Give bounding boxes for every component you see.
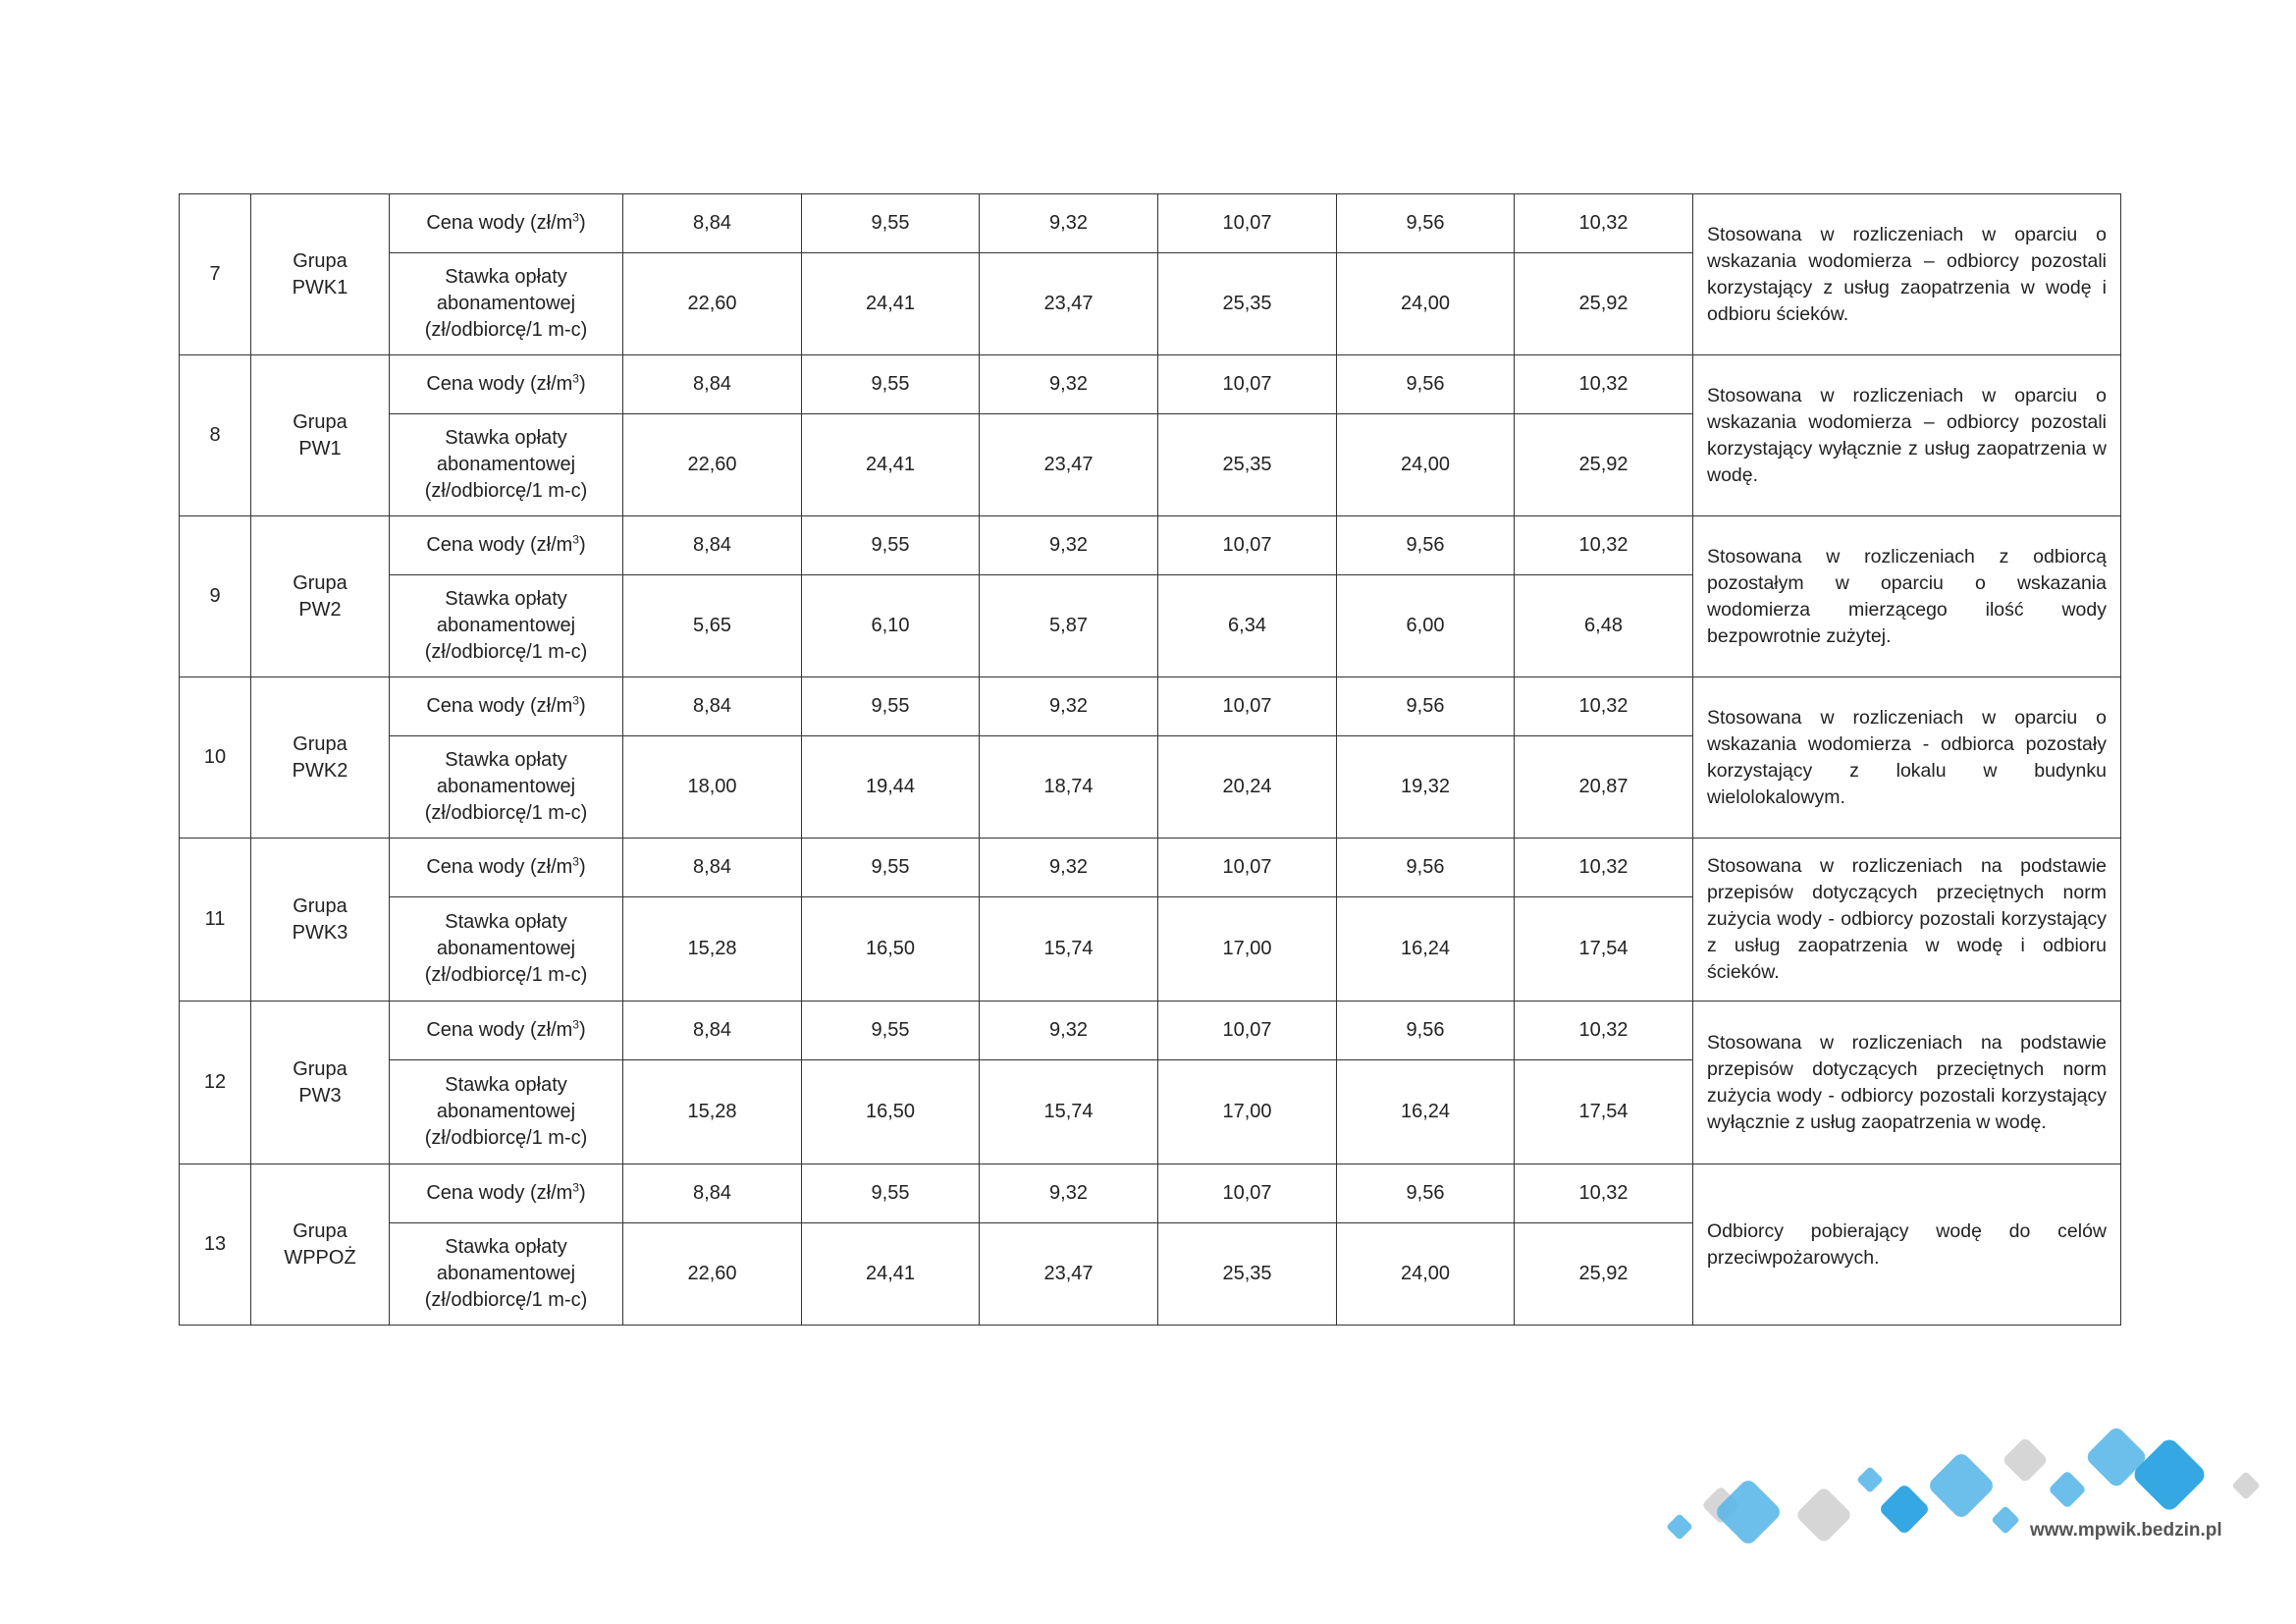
fee-label-line: abonamentowej [436,1263,576,1284]
subscription-fee-cell: 15,28 [623,897,802,1001]
fee-label-line: Stawka opłaty [445,266,567,288]
logo-diamond [2002,1436,2049,1484]
water-price-cell: 10,32 [1515,516,1693,575]
price-label-text: Cena wody (zł/m [426,373,573,395]
logo-diamond [2048,1470,2087,1509]
logo-diamond [1926,1450,1996,1520]
subscription-fee-cell: 24,00 [1337,1223,1515,1326]
subscription-fee-cell: 19,44 [802,736,980,839]
subscription-fee-cell: 24,00 [1337,414,1515,516]
row-number: 11 [180,839,251,1001]
water-price-cell: 10,07 [1158,355,1337,414]
group-description: Stosowana w rozliczeniach na podstawie przepisów dotyczących przeciętnych norm zużycia wody - odbiorcy pozostali korzystający z usług zaopatrzenia w wodę i odbioru ścieków. [1693,839,2121,1001]
fee-label-line: (zł/odbiorcę/1 m-c) [424,802,588,824]
water-price-cell: 9,56 [1337,355,1515,414]
subscription-fee-cell: 17,00 [1158,1060,1337,1164]
fee-label-line: Stawka opłaty [445,1236,567,1258]
water-price-cell: 9,55 [802,1001,980,1060]
subscription-fee-cell: 16,50 [802,897,980,1001]
group-description: Stosowana w rozliczeniach w oparciu o wskazania wodomierza – odbiorcy pozostali korzystający z usług zaopatrzenia w wodę i odbioru ścieków. [1693,194,2121,355]
fee-label-line: Stawka opłaty [445,588,567,610]
water-price-cell: 10,07 [1158,516,1337,575]
logo-diamond [1794,1486,1852,1543]
price-label-text: Cena wody (zł/m [426,1182,573,1204]
water-price-cell: 9,55 [802,516,980,575]
price-label-text: Cena wody (zł/m [426,695,573,717]
price-label-text: Cena wody (zł/m [426,856,573,878]
subscription-fee-cell: 23,47 [980,1223,1158,1326]
price-label-text: Cena wody (zł/m [426,212,573,234]
price-label [390,194,623,253]
price-label-end: ) [578,1019,586,1041]
price-label [390,839,623,897]
subscription-fee-cell: 5,65 [623,575,802,677]
water-price-cell: 8,84 [623,1001,802,1060]
logo-diamond [1878,1483,1930,1535]
water-price-cell: 9,32 [980,516,1158,575]
water-price-cell: 10,07 [1158,1164,1337,1223]
group-label: Grupa [293,732,347,755]
price-row [180,839,2121,897]
price-label [390,355,623,414]
water-price-cell: 9,55 [802,677,980,736]
subscription-fee-cell: 22,60 [623,253,802,355]
logo-diamond [1666,1513,1693,1541]
group-code: PWK2 [292,759,348,782]
price-label-sup: 3 [572,693,579,708]
fee-label [390,1060,623,1164]
water-price-cell: 10,32 [1515,194,1693,253]
tariff-table [179,193,2121,1326]
subscription-fee-cell: 17,54 [1515,1060,1693,1164]
subscription-fee-cell: 15,28 [623,1060,802,1164]
fee-label [390,253,623,355]
subscription-fee-cell: 20,87 [1515,736,1693,839]
fee-label-line: (zł/odbiorcę/1 m-c) [424,480,588,502]
price-row [180,194,2121,253]
group-name [251,355,390,516]
group-code: PW3 [298,1084,342,1107]
fee-label-line: Stawka opłaty [445,911,567,933]
water-price-cell: 8,84 [623,677,802,736]
fee-label-line: Stawka opłaty [445,1074,567,1096]
water-price-cell: 9,55 [802,355,980,414]
fee-label-line: (zł/odbiorcę/1 m-c) [424,1127,588,1149]
fee-label-line: abonamentowej [436,1101,576,1122]
fee-label-line: Stawka opłaty [445,427,567,449]
price-label [390,1001,623,1060]
price-label-end: ) [578,534,586,556]
subscription-fee-cell: 17,54 [1515,897,1693,1001]
price-row [180,1001,2121,1060]
price-label-end: ) [578,212,586,234]
fee-label-line: abonamentowej [436,776,576,797]
subscription-fee-cell: 16,24 [1337,897,1515,1001]
group-description: Stosowana w rozliczeniach z odbiorcą pozostałym w oparciu o wskazania wodomierza mierzącego ilość wody bezpowrotnie zużytej. [1693,516,2121,677]
price-label-end: ) [578,856,586,878]
price-label-sup: 3 [572,210,579,225]
water-price-cell: 10,32 [1515,1164,1693,1223]
water-price-cell: 8,84 [623,355,802,414]
water-price-cell: 10,32 [1515,839,1693,897]
fee-label-line: Stawka opłaty [445,749,567,771]
subscription-fee-cell: 6,10 [802,575,980,677]
subscription-fee-cell: 25,92 [1515,414,1693,516]
group-code: PWK3 [292,921,348,944]
group-name [251,1001,390,1164]
fee-label-line: abonamentowej [436,293,576,314]
group-description: Odbiorcy pobierający wodę do celów przeciwpożarowych. [1693,1164,2121,1326]
subscription-fee-cell: 24,41 [802,414,980,516]
water-price-cell: 9,55 [802,839,980,897]
group-code: PW1 [298,437,342,460]
water-price-cell: 10,07 [1158,1001,1337,1060]
logo-diamond [2231,1471,2261,1500]
water-price-cell: 9,32 [980,1164,1158,1223]
price-label [390,1164,623,1223]
logo-diamond [1991,1505,2020,1535]
price-label-sup: 3 [572,1017,579,1032]
water-price-cell: 9,56 [1337,839,1515,897]
subscription-fee-cell: 16,50 [802,1060,980,1164]
water-price-cell: 10,07 [1158,839,1337,897]
water-price-cell: 9,56 [1337,194,1515,253]
water-price-cell: 10,07 [1158,677,1337,736]
subscription-fee-cell: 22,60 [623,414,802,516]
group-name [251,194,390,355]
row-number: 8 [180,355,251,516]
fee-label-line: (zł/odbiorcę/1 m-c) [424,319,588,341]
fee-label-line: abonamentowej [436,938,576,959]
group-label: Grupa [293,571,347,594]
water-price-cell: 8,84 [623,1164,802,1223]
price-label-end: ) [578,695,586,717]
logo-diamond [1713,1477,1783,1546]
water-price-cell: 9,32 [980,194,1158,253]
row-number: 7 [180,194,251,355]
price-label-text: Cena wody (zł/m [426,534,573,556]
mpwik-logo [1664,1419,2272,1586]
group-label: Grupa [293,1057,347,1080]
fee-label-line: (zł/odbiorcę/1 m-c) [424,1289,588,1311]
logo-diamond [2130,1435,2208,1513]
fee-label-line: abonamentowej [436,454,576,475]
fee-label-line: abonamentowej [436,615,576,636]
group-code: WPPOŻ [284,1246,356,1269]
water-price-cell: 10,32 [1515,355,1693,414]
water-price-cell: 9,32 [980,355,1158,414]
subscription-fee-cell: 15,74 [980,897,1158,1001]
group-label: Grupa [293,249,347,272]
subscription-fee-cell: 23,47 [980,253,1158,355]
water-price-cell: 8,84 [623,516,802,575]
water-price-cell: 10,32 [1515,677,1693,736]
subscription-fee-cell: 6,48 [1515,575,1693,677]
price-label-text: Cena wody (zł/m [426,1019,573,1041]
subscription-fee-cell: 16,24 [1337,1060,1515,1164]
price-row [180,516,2121,575]
subscription-fee-cell: 25,92 [1515,253,1693,355]
subscription-fee-cell: 6,00 [1337,575,1515,677]
subscription-fee-cell: 19,32 [1337,736,1515,839]
group-description: Stosowana w rozliczeniach w oparciu o wskazania wodomierza – odbiorcy pozostali korzystający wyłącznie z usług zaopatrzenia w wodę. [1693,355,2121,516]
water-price-cell: 10,07 [1158,194,1337,253]
fee-label [390,1223,623,1326]
group-label: Grupa [293,410,347,433]
group-description: Stosowana w rozliczeniach w oparciu o wskazania wodomierza - odbiorca pozostały korzystający z lokalu w budynku wielolokalowym. [1693,677,2121,839]
price-label-sup: 3 [572,854,579,869]
subscription-fee-cell: 25,92 [1515,1223,1693,1326]
water-price-cell: 8,84 [623,839,802,897]
water-price-cell: 9,32 [980,839,1158,897]
fee-label [390,897,623,1001]
fee-label [390,736,623,839]
subscription-fee-cell: 17,00 [1158,897,1337,1001]
water-price-cell: 9,56 [1337,677,1515,736]
subscription-fee-cell: 24,41 [802,253,980,355]
subscription-fee-cell: 20,24 [1158,736,1337,839]
water-price-cell: 9,56 [1337,1164,1515,1223]
fee-label-line: (zł/odbiorcę/1 m-c) [424,641,588,663]
subscription-fee-cell: 24,00 [1337,253,1515,355]
water-price-cell: 9,55 [802,1164,980,1223]
price-label-sup: 3 [572,371,579,386]
subscription-fee-cell: 6,34 [1158,575,1337,677]
water-price-cell: 8,84 [623,194,802,253]
subscription-fee-cell: 15,74 [980,1060,1158,1164]
group-label: Grupa [293,1219,347,1242]
subscription-fee-cell: 18,00 [623,736,802,839]
subscription-fee-cell: 18,74 [980,736,1158,839]
tariff-table-body [180,194,2121,1326]
price-label-sup: 3 [572,1180,579,1195]
price-row [180,677,2121,736]
subscription-fee-cell: 22,60 [623,1223,802,1326]
group-name [251,677,390,839]
fee-label [390,575,623,677]
subscription-fee-cell: 25,35 [1158,414,1337,516]
water-price-cell: 9,32 [980,677,1158,736]
row-number: 13 [180,1164,251,1326]
group-name [251,839,390,1001]
water-price-cell: 9,56 [1337,516,1515,575]
water-price-cell: 9,55 [802,194,980,253]
row-number: 9 [180,516,251,677]
group-name [251,1164,390,1326]
logo-diamond [1856,1466,1884,1493]
price-label [390,516,623,575]
price-label-end: ) [578,1182,586,1204]
price-row [180,1164,2121,1223]
subscription-fee-cell: 25,35 [1158,253,1337,355]
subscription-fee-cell: 5,87 [980,575,1158,677]
water-price-cell: 10,32 [1515,1001,1693,1060]
price-label [390,677,623,736]
group-label: Grupa [293,894,347,917]
row-number: 10 [180,677,251,839]
price-label-sup: 3 [572,532,579,547]
subscription-fee-cell: 25,35 [1158,1223,1337,1326]
subscription-fee-cell: 23,47 [980,414,1158,516]
fee-label-line: (zł/odbiorcę/1 m-c) [424,964,588,986]
group-code: PW2 [298,598,342,621]
water-price-cell: 9,32 [980,1001,1158,1060]
subscription-fee-cell: 24,41 [802,1223,980,1326]
website-url: www.mpwik.bedzin.pl [2030,1520,2222,1541]
water-price-cell: 9,56 [1337,1001,1515,1060]
row-number: 12 [180,1001,251,1164]
group-name [251,516,390,677]
group-description: Stosowana w rozliczeniach na podstawie przepisów dotyczących przeciętnych norm zużycia wody - odbiorcy pozostali korzystający wyłącznie z usług zaopatrzenia w wodę. [1693,1001,2121,1164]
fee-label [390,414,623,516]
price-row [180,355,2121,414]
price-label-end: ) [578,373,586,395]
group-code: PWK1 [292,276,348,298]
